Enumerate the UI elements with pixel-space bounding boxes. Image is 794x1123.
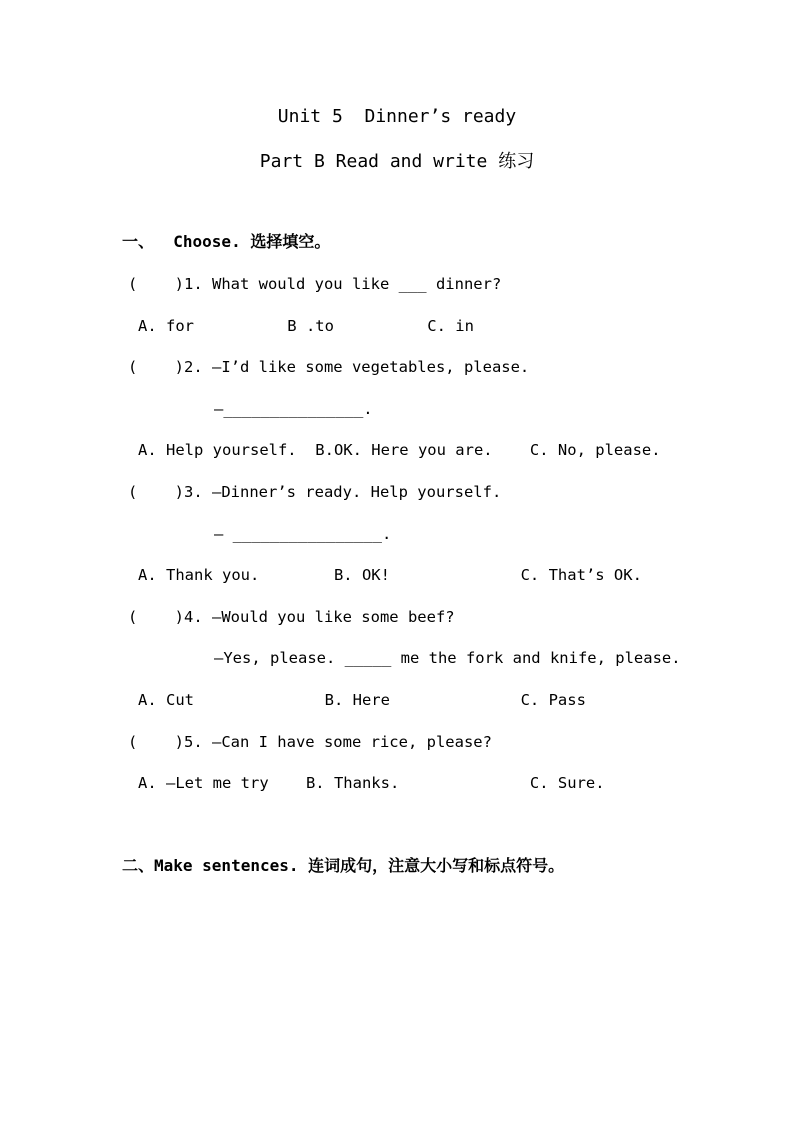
- question-3-options: A. Thank you. B. OK! C. That’s OK.: [138, 566, 642, 584]
- question-4-options: A. Cut B. Here C. Pass: [138, 691, 586, 709]
- question-1-options: A. for B .to C. in: [138, 317, 474, 335]
- part-title: Part B Read and write 练习: [259, 151, 535, 172]
- question-2-reply: —_______________.: [214, 400, 373, 418]
- question-3-stem: ( )3. —Dinner’s ready. Help yourself.: [128, 483, 502, 501]
- question-1-stem: ( )1. What would you like ___ dinner?: [128, 275, 502, 293]
- question-3-reply: — ________________.: [214, 525, 392, 543]
- question-5-options: A. —Let me try B. Thanks. C. Sure.: [138, 774, 605, 792]
- question-4-reply: —Yes, please. _____ me the fork and knife, please.: [214, 649, 681, 667]
- section-1-heading: 一、 Choose. 选择填空。: [122, 232, 331, 251]
- question-5-stem: ( )5. —Can I have some rice, please?: [128, 733, 492, 751]
- unit-title: Unit 5 Dinner’s ready: [277, 106, 517, 127]
- question-2-stem: ( )2. —I’d like some vegetables, please.: [128, 358, 530, 376]
- question-2-options: A. Help yourself. B.OK. Here you are. C. No, please.: [138, 441, 661, 459]
- question-4-stem: ( )4. —Would you like some beef?: [128, 608, 455, 626]
- section-2-heading: 二、Make sentences. 连词成句，注意大小写和标点符号。: [122, 856, 565, 875]
